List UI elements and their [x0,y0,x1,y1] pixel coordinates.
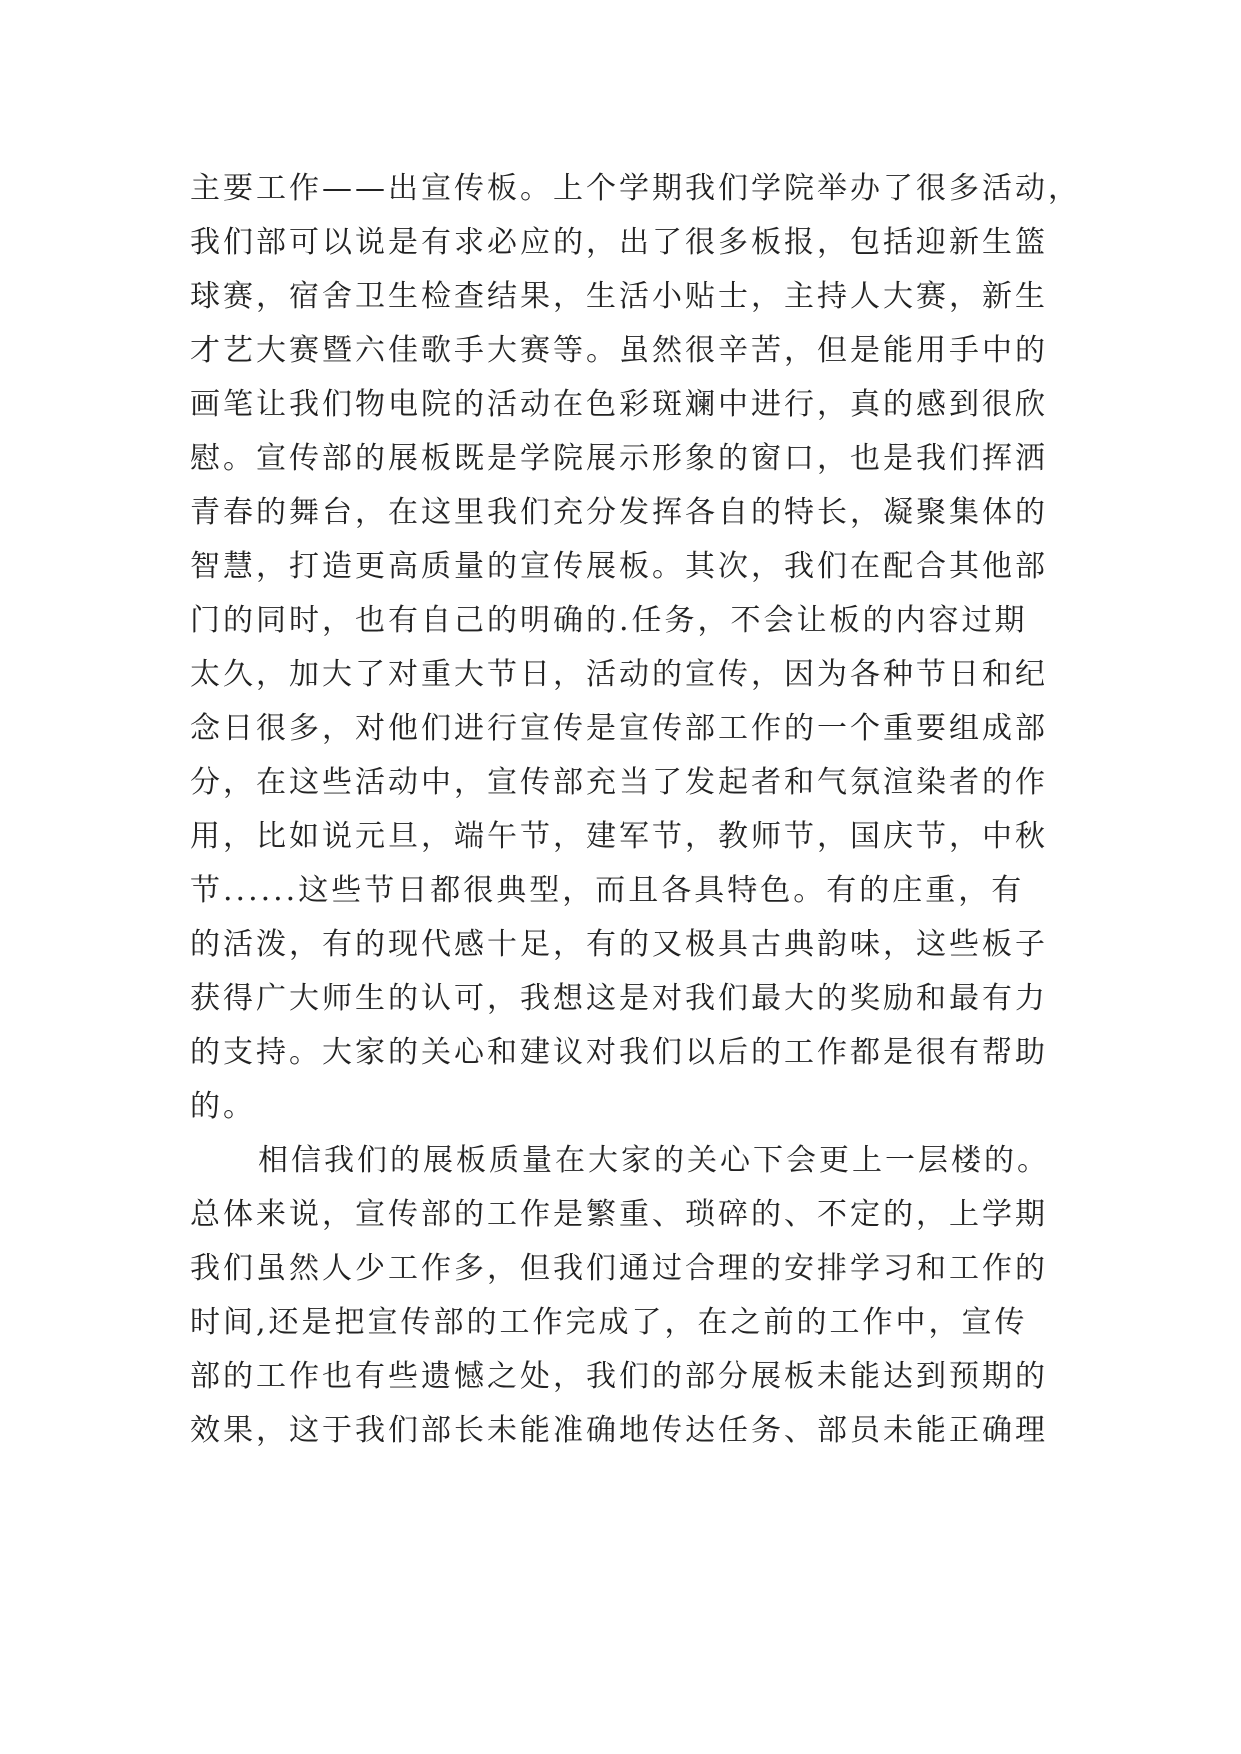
text-line: 用，比如说元旦，端午节，建军节，教师节，国庆节，中秋 [190,819,1048,854]
text-line: 总体来说，宣传部的工作是繁重、琐碎的、不定的，上学期 [190,1197,1048,1232]
paragraph-first-line: 相信我们的展板质量在大家的关心下会更上一层楼的。 [258,1143,1050,1178]
text-line: 才艺大赛暨六佳歌手大赛等。虽然很辛苦，但是能用手中的 [190,333,1048,368]
text-line: 画笔让我们物电院的活动在色彩斑斓中进行，真的感到很欣 [190,387,1048,422]
text-line: 的支持。大家的关心和建议对我们以后的工作都是很有帮助 [190,1035,1048,1070]
text-line: 的活泼，有的现代感十足，有的又极具古典韵味，这些板子 [190,927,1048,962]
text-line: 效果，这于我们部长未能准确地传达任务、部员未能正确理 [190,1413,1048,1448]
text-line: 的。 [190,1089,256,1124]
text-line: 获得广大师生的认可，我想这是对我们最大的奖励和最有力 [190,981,1048,1016]
text-line: 青春的舞台，在这里我们充分发挥各自的特长，凝聚集体的 [190,495,1048,530]
text-line: 球赛，宿舍卫生检查结果，生活小贴士，主持人大赛，新生 [190,279,1048,314]
text-line: 太久，加大了对重大节日，活动的宣传，因为各种节日和纪 [190,657,1048,692]
body-text [190,162,1090,1458]
text-line: 念日很多，对他们进行宣传是宣传部工作的一个重要组成部 [190,711,1048,746]
text-line: 慰。宣传部的展板既是学院展示形象的窗口，也是我们挥洒 [190,441,1048,476]
text-line: 部的工作也有些遗憾之处，我们的部分展板未能达到预期的 [190,1359,1048,1394]
text-line: 我们虽然人少工作多，但我们通过合理的安排学习和工作的 [190,1251,1048,1286]
text-line: 节......这些节日都很典型，而且各具特色。有的庄重，有 [190,873,1025,908]
text-line: 主要工作——出宣传板。上个学期我们学院举办了很多活动， [190,171,1081,206]
text-line: 分，在这些活动中，宣传部充当了发起者和气氛渲染者的作 [190,765,1048,800]
text-line: 门的同时，也有自己的明确的.任务，不会让板的内容过期 [190,603,1028,638]
text-line: 时间,还是把宣传部的工作完成了，在之前的工作中，宣传 [190,1305,1028,1340]
text-line: 我们部可以说是有求必应的，出了很多板报，包括迎新生篮 [190,225,1048,260]
text-line: 智慧，打造更高质量的宣传展板。其次，我们在配合其他部 [190,549,1048,584]
